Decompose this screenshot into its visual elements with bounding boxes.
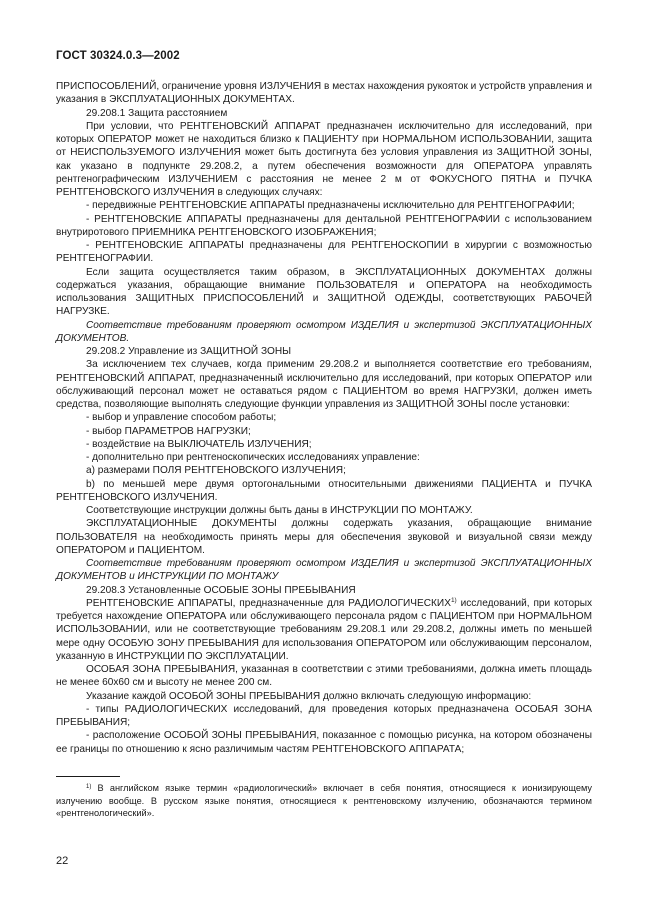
paragraph: Соответствующие инструкции должны быть даны в ИНСТРУКЦИИ ПО МОНТАЖУ.: [86, 505, 473, 516]
list-item: а) размерами ПОЛЯ РЕНТГЕНОВСКОГО ИЗЛУЧЕНИЯ;: [86, 465, 346, 477]
compliance-note-text: Соответствие требованиям проверяют осмотром ИЗДЕЛИЯ и экспертизой ЭКСПЛУАТАЦИОННЫХ ДОКУМЕНТОВ и ИНСТРУКЦИИ ПО МОНТАЖУ: [56, 558, 592, 583]
list-item: - передвижные РЕНТГЕНОВСКИЕ АППАРАТЫ предназначены исключительно для РЕНТГЕНОГРАФИИ;: [86, 200, 575, 212]
standard-header: ГОСТ 30324.0.3—2002: [56, 50, 180, 62]
paragraph: При условии, что РЕНТГЕНОВСКИЙ АППАРАТ предназначен исключительно для исследований, при которых ОПЕРАТОР может не находиться близко к ПАЦИЕНТУ при НОРМАЛЬНОМ ИСПОЛЬЗОВАНИИ, защита от НЕИСПОЛЬЗУЕМОГО ИЗЛУЧЕНИЯ может быть достигнута без условия управления из ЗАЩИТНОЙ ЗОНЫ, как указано в подпункте 29.208.2, а путем обеспечения возможности для ОПЕРАТОРА управлять рентгенографическим ИЗЛУЧЕНИЕМ с расстояния не менее 2 м от ФОКУСНОГО ПЯТНА и ПУЧКА РЕНТГЕНОВСКОГО ИЗЛУЧЕНИЯ в следующих случаях:: [56, 120, 592, 198]
compliance-note: [56, 557, 592, 584]
list-item: - воздействие на ВЫКЛЮЧАТЕЛЬ ИЗЛУЧЕНИЯ;: [86, 438, 312, 450]
compliance-note: [56, 319, 592, 346]
paragraph: Если защита осуществляется таким образом, в ЭКСПЛУАТАЦИОННЫХ ДОКУМЕНТАХ должны содержаться указания, обращающие внимание ПОЛЬЗОВАТЕЛЯ и ОПЕРАТОРА на необходимость использования ЗАЩИТНЫХ ПРИСПОСОБЛЕНИЙ и ЗАЩИТНОЙ ОДЕЖДЫ, соответствующих РАБОЧЕЙ НАГРУЗКЕ.: [56, 266, 592, 318]
footnote: [56, 782, 592, 820]
paragraph: За исключением тех случаев, когда применим 29.208.2 и выполняется соответствие его требованиям, РЕНТГЕНОВСКИЙ АППАРАТ, предназначенный исключительно для исследований, при которых ОПЕРАТОР или обслуживающий персонал может не оставаться рядом с ПАЦИЕНТОМ во время НАГРУЗКИ, должен иметь средства, позволяющие выполнять следующие функции управления из ЗАЩИТНОЙ ЗОНЫ после установки:: [56, 359, 592, 410]
document-body: [56, 80, 592, 756]
list-item: - дополнительно при рентгеноскопических исследованиях управление:: [86, 452, 420, 463]
list-item: - РЕНТГЕНОВСКИЕ АППАРАТЫ предназначены для дентальной РЕНТГЕНОГРАФИИ с использованием внутриротового ПРИЕМНИКА РЕНТГЕНОВСКОГО ИЗОБРАЖЕНИЯ;: [56, 213, 592, 238]
paragraph: Указание каждой ОСОБОЙ ЗОНЫ ПРЕБЫВАНИЯ должно включать следующую информацию:: [86, 690, 532, 702]
clause-heading-29-208-2: 29.208.2 Управление из ЗАЩИТНОЙ ЗОНЫ: [86, 346, 292, 357]
paragraph: ЭКСПЛУАТАЦИОННЫЕ ДОКУМЕНТЫ должны содержать указания, обращающие внимание ПОЛЬЗОВАТЕЛЯ на необходимость принять меры для обеспечения звуковой и визуальной связи между ОПЕРАТОРОМ и ПАЦИЕНТОМ.: [56, 518, 592, 556]
list-item: - типы РАДИОЛОГИЧЕСКИХ исследований, для проведения которых предназначена ОСОБАЯ ЗОНА ПРЕБЫВАНИЯ;: [56, 703, 592, 728]
footnote-text: В английском языке термин «радиологический» включает в себя понятия, относящиеся к ионизирующему излучению вообще. В русском языке понятия, относящиеся к рентгеновскому излучению, обозначаются термином «рентгенологический».: [56, 783, 592, 818]
paragraph-text: исследований, при которых требуется нахождение ОПЕРАТОРА или обслуживающего персонала рядом с ПАЦИЕНТОМ при НОРМАЛЬНОМ ИСПОЛЬЗОВАНИИ, или не соответствующие требованиям 29.208.1 или 29.208.2, должны иметь по меньшей мере одну ОСОБУЮ ЗОНУ ПРЕБЫВАНИЯ для использования ОПЕРАТОРОМ или обслуживающим персоналом, указанную в ИНСТРУКЦИИ ПО ЭКСПЛУАТАЦИИ.: [56, 597, 592, 662]
paragraph-text: РЕНТГЕНОВСКИЕ АППАРАТЫ, предназначенные для РАДИОЛОГИЧЕСКИХ: [86, 597, 451, 609]
paragraph-continuation: ПРИСПОСОБЛЕНИЙ, ограничение уровня ИЗЛУЧЕНИЯ в местах нахождения рукояток и устройств управления и указания в ЭКСПЛУАТАЦИОННЫХ ДОКУМЕНТАХ.: [56, 81, 592, 106]
paragraph: [56, 597, 592, 663]
compliance-note-text: Соответствие требованиям проверяют осмотром ИЗДЕЛИЯ и экспертизой ЭКСПЛУАТАЦИОННЫХ ДОКУМЕНТОВ.: [56, 319, 592, 344]
paragraph: ОСОБАЯ ЗОНА ПРЕБЫВАНИЯ, указанная в соответствии с этими требованиями, должна иметь площадь не менее 60х60 см и высоту не менее 200 см.: [56, 664, 592, 689]
list-item: - расположение ОСОБОЙ ЗОНЫ ПРЕБЫВАНИЯ, показанное с помощью рисунка, на котором обозначены ее границы по отношению к ясно различимым частям РЕНТГЕНОВСКОГО АППАРАТА;: [56, 730, 592, 755]
list-item: b) по меньшей мере двумя ортогональными относительными движениями ПАЦИЕНТА и ПУЧКА РЕНТГЕНОВСКОГО ИЗЛУЧЕНИЯ.: [56, 478, 592, 503]
list-item: - выбор и управление способом работы;: [86, 412, 277, 424]
page-number: 22: [56, 855, 69, 867]
footnote-reference[interactable]: 1): [450, 596, 457, 604]
footnote-separator: [56, 776, 120, 777]
list-item: - РЕНТГЕНОВСКИЕ АППАРАТЫ предназначены для РЕНТГЕНОСКОПИИ в хирургии с возможностью РЕНТГЕНОГРАФИИ.: [56, 240, 592, 265]
list-item: - выбор ПАРАМЕТРОВ НАГРУЗКИ;: [86, 425, 251, 437]
clause-heading-29-208-3: 29.208.3 Установленные ОСОБЫЕ ЗОНЫ ПРЕБЫВАНИЯ: [86, 584, 356, 596]
footnote-mark: 1): [86, 784, 92, 790]
clause-heading-29-208-1: 29.208.1 Защита расстоянием: [86, 107, 228, 119]
